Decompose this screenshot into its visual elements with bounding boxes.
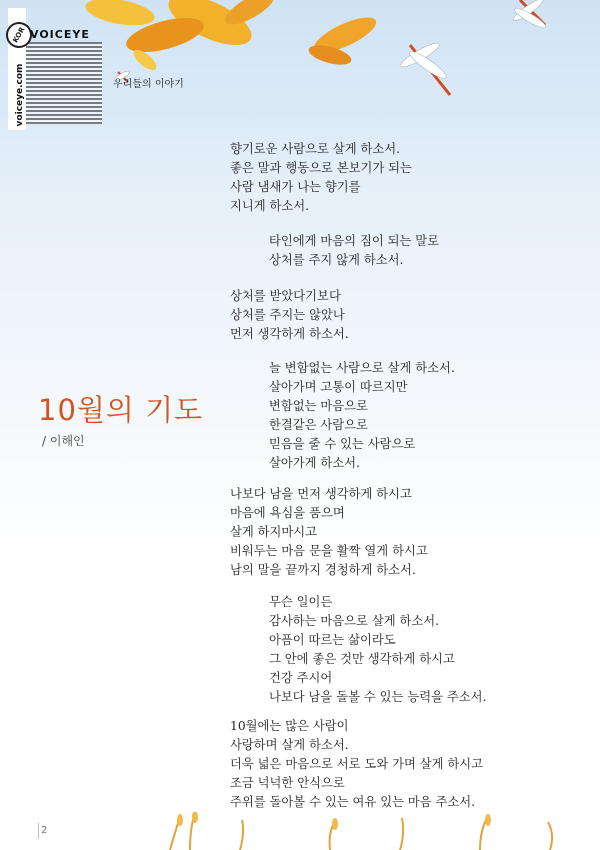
poem-line: 마음에 욕심을 품으며 [230, 506, 345, 520]
qr-code[interactable] [24, 42, 102, 124]
poem-line: 그 안에 좋은 것만 생각하게 하시고 [269, 652, 455, 666]
poem-line: 나보다 남을 돌볼 수 있는 능력을 주소서. [269, 690, 487, 704]
page-divider [38, 823, 39, 839]
poem-stanza [230, 485, 428, 580]
poem-line: 상처를 주지 않게 하소서. [269, 253, 404, 267]
poem-line: 더욱 넓은 마음으로 서로 도와 가며 살게 하시고 [230, 757, 484, 771]
poem-line: 한결같은 사람으로 [269, 418, 368, 432]
page-number: 2 [41, 825, 48, 836]
poem-author: / 이해인 [42, 434, 85, 448]
poem-line: 10월에는 많은 사람이 [230, 719, 349, 733]
poem-stanza [230, 717, 483, 812]
poem-stanza [269, 359, 455, 473]
poem-line: 사랑하며 살게 하소서. [230, 738, 349, 752]
grass-decoration [150, 812, 600, 850]
poem-line: 지니게 하소서. [230, 199, 310, 213]
poem-line: 상처를 주지는 않았나 [230, 308, 345, 322]
poem-stanza [269, 593, 486, 707]
dragonfly-icon [511, 0, 548, 30]
poem-line: 살아가게 하소서. [269, 456, 360, 470]
poem-line: 무슨 일이든 [269, 595, 333, 609]
poem-line: 조금 넉넉한 안식으로 [230, 776, 345, 790]
poem-line: 변함없는 마음으로 [269, 399, 368, 413]
poem-line: 남의 말을 끝까지 경청하게 하소서. [230, 563, 416, 577]
poem-line: 먼저 생각하게 하소서. [230, 327, 349, 341]
poem-line: 타인에게 마음의 짐이 되는 말로 [269, 234, 440, 248]
site-url: voiceye.com [15, 63, 25, 127]
poem-line: 향기로운 사람으로 살게 하소서. [230, 142, 401, 156]
series-title: 우리들의 이야기 [113, 79, 184, 90]
poem-line: 늘 변함없는 사람으로 살게 하소서. [269, 361, 455, 375]
poem-line: 아픔이 따르는 삶이라도 [269, 633, 396, 647]
poem-stanza [269, 232, 439, 270]
poem-stanza [230, 287, 349, 344]
poem-line: 살게 하지마시고 [230, 525, 318, 539]
poem-line: 건강 주시어 [269, 671, 333, 685]
poem-line: 살아가며 고통이 따르지만 [269, 380, 408, 394]
poem-line: 상처를 받았다기보다 [230, 289, 341, 303]
poem-title: 10월의 기도 [38, 393, 204, 427]
poem-line: 비워두는 마음 문을 활짝 열게 하시고 [230, 544, 428, 558]
poem-line: 사람 냄새가 나는 향기를 [230, 180, 361, 194]
leaf-icon [83, 0, 380, 74]
poem-line: 나보다 남을 먼저 생각하게 하시고 [230, 487, 412, 501]
poem-line: 믿음을 줄 수 있는 사람으로 [269, 437, 416, 451]
poem-line: 좋은 말과 행동으로 본보기가 되는 [230, 161, 412, 175]
poem-line: 주위를 돌아볼 수 있는 여유 있는 마음 주소서. [230, 795, 476, 809]
poem-stanza [230, 140, 412, 216]
brand-logo: VOICEYE [30, 28, 90, 41]
poem-line: 감사하는 마음으로 살게 하소서. [269, 614, 440, 628]
dragonfly-icon [398, 40, 450, 95]
country-mark: KOR [1, 17, 37, 53]
